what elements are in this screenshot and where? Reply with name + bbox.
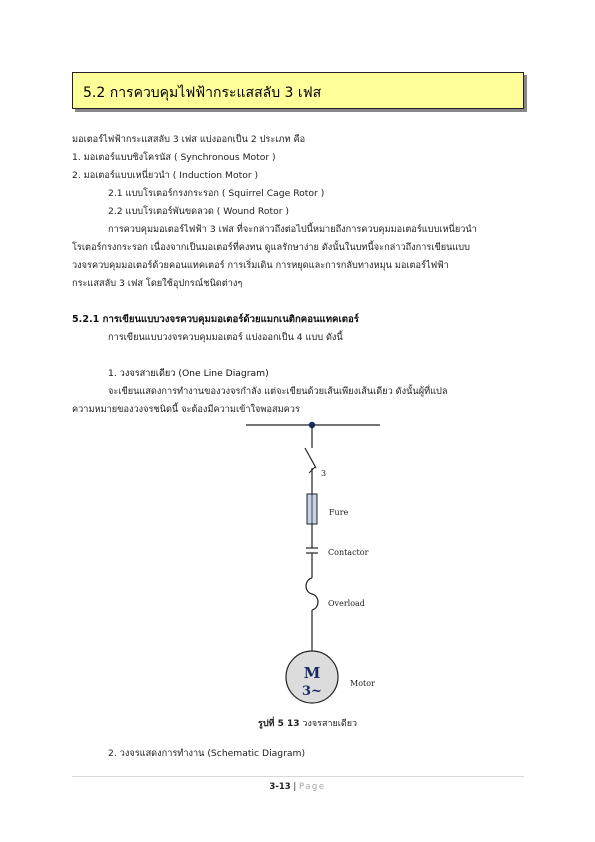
fuse-label: Fure bbox=[329, 508, 349, 517]
figure-caption bbox=[258, 716, 357, 730]
page-footer bbox=[0, 782, 595, 792]
paragraph-line: กระแสสลับ 3 เฟส โดยใช้อุปกรณ์ชนิดต่างๆ bbox=[72, 278, 243, 289]
list-subitem-wound-rotor: 2.2 แบบโรเตอร์พันขดลวด ( Wound Rotor ) bbox=[108, 206, 289, 217]
section-heading-box bbox=[72, 72, 524, 109]
contactor-label: Contactor bbox=[328, 548, 369, 557]
footer-separator: | bbox=[293, 782, 297, 792]
list-item-induction: 2. มอเตอร์แบบเหนี่ยวนำ ( Induction Motor ) bbox=[72, 170, 259, 181]
list-subitem-squirrel-cage: 2.1 แบบโรเตอร์กรงกระรอก ( Squirrel Cage Rotor ) bbox=[108, 188, 325, 199]
schematic-diagram-title: 2. วงจรแสดงการทำงาน (Schematic Diagram) bbox=[108, 748, 306, 759]
page-word: Page bbox=[298, 782, 326, 792]
motor-label: Motor bbox=[350, 679, 375, 688]
figure-title: วงจรสายเดียว bbox=[302, 719, 358, 729]
motor-symbol-3phase: 3~ bbox=[302, 684, 322, 699]
paragraph-line: วงจรควบคุมมอเตอร์ด้วยคอนแทคเตอร์ การเริ่มเดิน การหยุดและการกลับทางหมุน มอเตอร์ไฟฟ้า bbox=[72, 260, 449, 271]
subsection-description: การเขียนแบบวงจรควบคุมมอเตอร์ แบ่งออกเป็น 4 แบบ ดังนี้ bbox=[108, 332, 343, 343]
section-heading: 5.2 การควบคุมไฟฟ้ากระแสสลับ 3 เฟส bbox=[83, 85, 322, 101]
figure-number: รูปที่ 5 13 bbox=[258, 719, 300, 729]
one-line-description: จะเขียนแสดงการทำงานของวงจรกำลัง แต่จะเขียนด้วยเส้นเพียงเส้นเดียว ดังนั้นผู้ที่แปล bbox=[108, 386, 448, 397]
page-number: 3-13 bbox=[269, 782, 291, 792]
switch-label: 3 bbox=[321, 469, 327, 478]
disconnect-switch-icon bbox=[305, 448, 316, 486]
overload-label: Overload bbox=[328, 599, 365, 608]
one-line-description: ความหมายของวงจรชนิดนี้ จะต้องมีความเข้าใจพอสมควร bbox=[72, 404, 300, 415]
intro-line: มอเตอร์ไฟฟ้ากระแสสลับ 3 เฟส แบ่งออกเป็น 2 ประเภท คือ bbox=[72, 134, 306, 145]
list-item-synchronous: 1. มอเตอร์แบบซิงโครนัส ( Synchronous Motor ) bbox=[72, 152, 276, 163]
contactor-icon bbox=[306, 548, 318, 553]
overload-icon bbox=[306, 578, 318, 610]
one-line-diagram-title: 1. วงจรสายเดียว (One Line Diagram) bbox=[108, 368, 269, 379]
one-line-diagram bbox=[240, 418, 390, 708]
subsection-title: 5.2.1 การเขียนแบบวงจรควบคุมมอเตอร์ด้วยแมกเนติกคอนแทคเตอร์ bbox=[72, 314, 359, 325]
footer-divider bbox=[72, 776, 524, 777]
paragraph-line: โรเตอร์กรงกระรอก เนื่องจากเป็นมอเตอร์ที่คงทน ดูแลรักษาง่าย ดังนั้นในบทนี้จะกล่าวถึงการเขียนแบบ bbox=[72, 242, 470, 253]
motor-symbol-m: M bbox=[303, 664, 321, 682]
paragraph-line: การควบคุมมอเตอร์ไฟฟ้า 3 เฟส ที่จะกล่าวถึงต่อไปนี้หมายถึงการควบคุมมอเตอร์แบบเหนี่ยวนำ bbox=[108, 224, 477, 235]
